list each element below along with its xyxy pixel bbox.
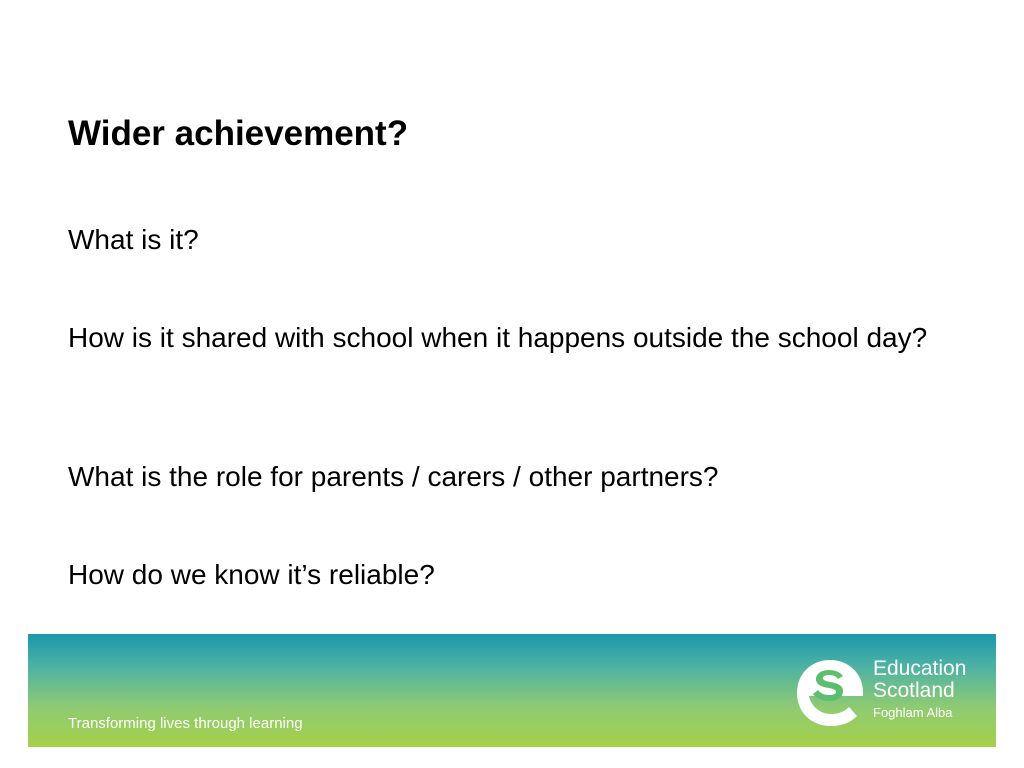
- question-item-how-shared: How is it shared with school when it happens outside the school day?: [68, 322, 928, 353]
- footer-band: [28, 634, 996, 747]
- logo-line-scotland: Scotland: [873, 679, 955, 702]
- slide-title: Wider achievement?: [68, 114, 409, 153]
- logo-text: [873, 658, 966, 722]
- education-scotland-e-logo-icon: [791, 654, 869, 732]
- question-item-role-for-parents: What is the role for parents / carers / other partners?: [68, 461, 719, 492]
- footer-tagline: Transforming lives through learning: [68, 715, 303, 732]
- question-item-how-reliable: How do we know it’s reliable?: [68, 559, 435, 590]
- logo-line-foghlam-alba: Foghlam Alba: [873, 705, 953, 720]
- question-item-what-is-it: What is it?: [68, 224, 199, 255]
- logo-line-education: Education: [873, 657, 967, 680]
- education-scotland-logo: [791, 654, 991, 736]
